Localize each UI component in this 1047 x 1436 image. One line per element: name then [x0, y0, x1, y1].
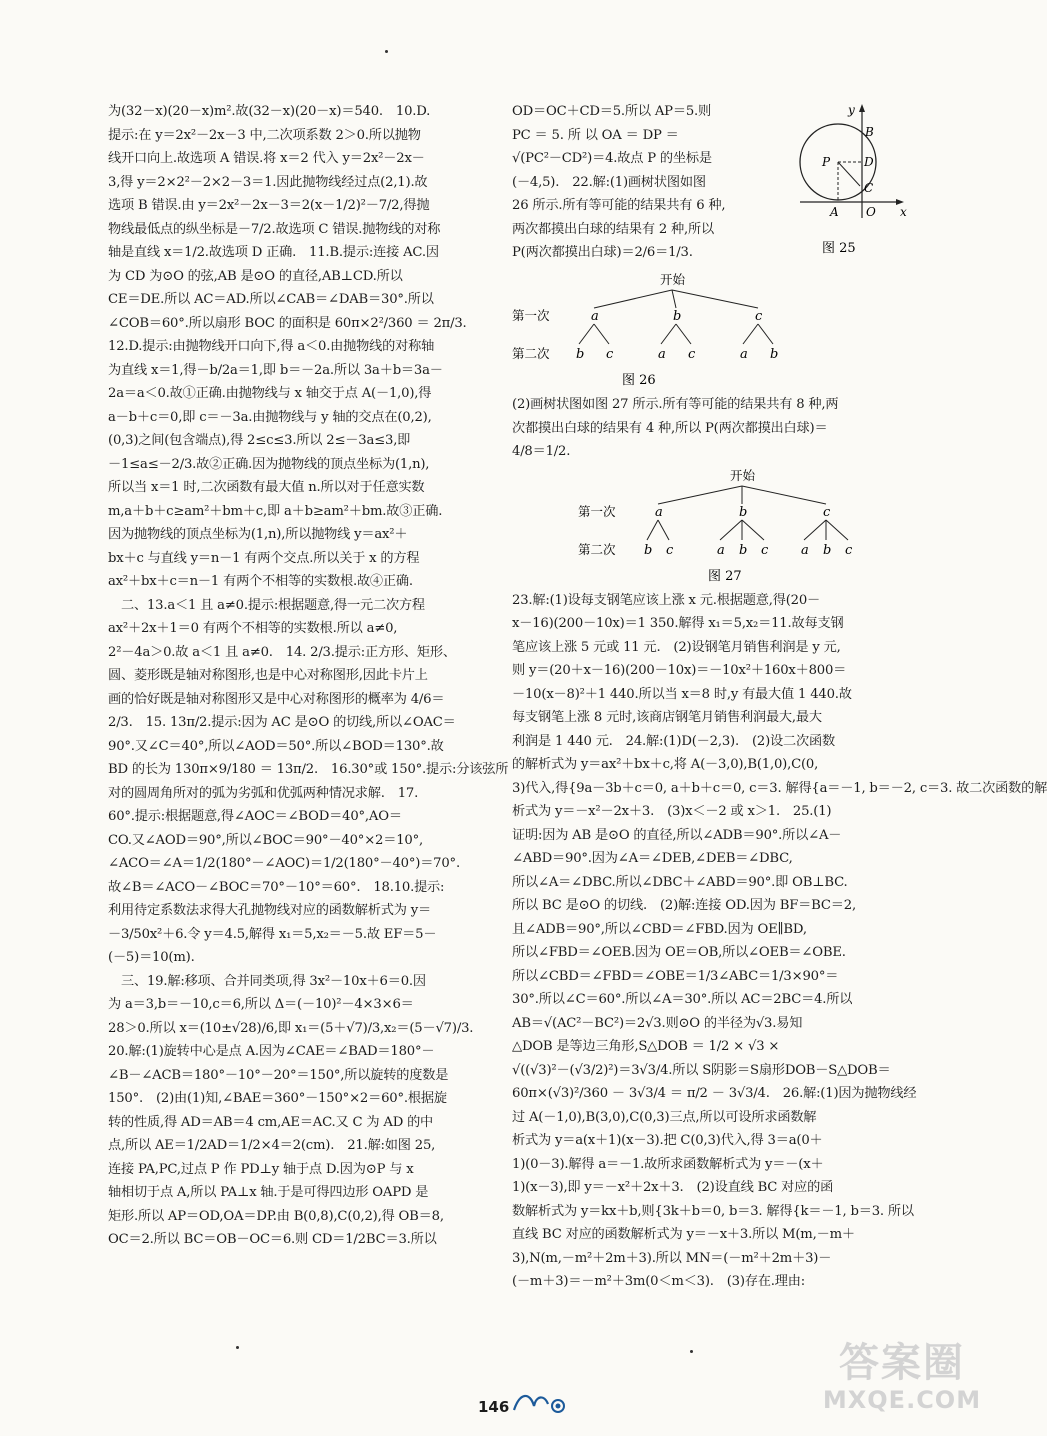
fig27-row2-label: 第二次: [578, 541, 616, 557]
right-top-block: [512, 100, 907, 268]
tree-branch: [720, 520, 742, 540]
fig26-row1-label: 第一次: [512, 308, 550, 323]
fig25-label-o: O: [866, 205, 876, 219]
text-line: 三、19.解:移项、合并同类项,得 3x²－10x＋6＝0.因: [108, 973, 426, 989]
text-line: OD＝OC＋CD＝5.所以 AP＝5.则: [512, 104, 712, 119]
tree-node-second: a: [717, 542, 725, 558]
text-line: 数解析式为 y＝kx＋b,则{3k＋b＝0, b＝3. 解得{k＝－1, b＝3. 所以: [512, 1203, 914, 1219]
text-line: CE＝DE.所以 AC＝AD.所以∠CAB＝∠DAB＝30°.所以: [108, 292, 434, 307]
text-line: △DOB 是等边三角形,S△DOB ＝ 1/2 × √3 ×: [512, 1039, 780, 1054]
tree-branch: [826, 520, 848, 540]
text-line: (2)画树状图如图 27 所示.所有等可能的结果共有 8 种,两: [512, 397, 839, 412]
text-line: 12.D.提示:由抛物线开口向下,得 a＜0.由抛物线的对称轴: [108, 339, 435, 354]
text-line: 30°.所以∠C＝60°.所以∠A＝30°.所以 AC＝2BC＝4.所以: [512, 992, 853, 1007]
text-line: 所以∠FBD＝∠OEB.因为 OE＝OB,所以∠OEB＝∠OBE.: [512, 945, 846, 960]
text-line: 二、13.a＜1 且 a≠0.提示:根据题意,得一元二次方程: [108, 597, 425, 613]
text-line: 物线最低点的纵坐标是－7/2.故选项 C 错误.抛物线的对称: [108, 221, 441, 237]
text-line: m,a＋b＋c≥am²＋bm＋c,即 a＋b≥am²＋bm.故③正确.: [108, 503, 443, 519]
text-line: ∠B－∠ACB＝180°－10°－20°＝150°,所以旋转的度数是: [108, 1067, 449, 1083]
text-line: √(PC²－CD²)＝4.故点 P 的坐标是: [512, 151, 712, 166]
tree-branch: [579, 324, 594, 344]
text-line: 轴相切于点 A,所以 PA⊥x 轴.于是可得四边形 OAPD 是: [108, 1185, 429, 1200]
text-line: 2²－4a＞0.故 a＜1 且 a≠0. 14. 2/3.提示:正方形、矩形、: [108, 644, 456, 660]
tree-node-second: b: [644, 542, 653, 558]
tree-node-first: b: [739, 504, 748, 520]
text-line: ∠ACO＝∠A＝1/2(180°－∠AOC)＝1/2(180°－40°)＝70°.: [108, 856, 460, 871]
fig25-caption: 图 25: [822, 241, 856, 256]
fig27-caption: 图 27: [708, 568, 742, 584]
tree-branch: [658, 486, 742, 504]
tree-branch: [594, 324, 609, 344]
text-line: 2/3. 15. 13π/2.提示:因为 AC 是⊙O 的切线,所以∠OAC＝: [108, 715, 456, 730]
tree-node-first: c: [755, 309, 763, 324]
tree-branch: [594, 290, 672, 308]
text-line: ∠ABD＝90°.因为∠A＝∠DEB,∠DEB＝∠DBC,: [512, 851, 793, 866]
fig26-row2-label: 第二次: [512, 346, 550, 361]
fig25-label-a: A: [830, 205, 839, 219]
text-line: 线开口向上.故选项 A 错误.将 x＝2 代入 y＝2x²－2x－: [108, 151, 425, 166]
left-column: [108, 100, 509, 1252]
text-line: 的解析式为 y＝ax²＋bx＋c,将 A(－3,0),B(1,0),C(0,: [512, 757, 819, 772]
text-line: 因为抛物线的顶点坐标为(1,n),所以抛物线 y＝ax²＋: [108, 527, 408, 542]
watermark: [812, 1340, 992, 1414]
fig27-row1-label: 第一次: [578, 503, 616, 519]
fig25-label-x: x: [900, 205, 907, 219]
text-line: 26 所示.所有等可能的结果共有 6 种,: [512, 198, 726, 213]
text-line: 析式为 y＝a(x＋1)(x－3).把 C(0,3)代入,得 3＝a(0＋: [512, 1133, 823, 1148]
scan-speck: [690, 1350, 693, 1353]
fig26-start: 开始: [660, 272, 686, 287]
text-line: 为 CD 为⊙O 的弦,AB 是⊙O 的直径,AB⊥CD.所以: [108, 268, 403, 284]
text-line: 圆、菱形既是轴对称图形,也是中心对称图形,因此卡片上: [108, 668, 428, 683]
text-line: 所以当 x＝1 时,二次函数有最大值 n.所以对于任意实数: [108, 480, 425, 495]
text-line: P(两次都摸出白球)＝2/6＝1/3.: [512, 245, 693, 260]
text-line: ax²＋2x＋1＝0 有两个不相等的实数根.所以 a≠0,: [108, 621, 398, 636]
fig25-label-p: P: [822, 155, 831, 169]
text-line: 两次都摸出白球的结果有 2 种,所以: [512, 221, 714, 237]
tree-node-second: b: [770, 347, 779, 362]
watermark-en: MXQE.COM: [822, 1386, 982, 1414]
fig25-label-b: B: [865, 125, 874, 139]
text-line: (－5)＝10(m).: [108, 950, 195, 965]
tree-node-second: a: [658, 347, 666, 362]
text-line: 每支钢笔上涨 8 元时,该商店钢笔月销售利润最大,最大: [512, 710, 822, 725]
text-line: 为(32－x)(20－x)m².故(32－x)(20－x)＝540. 10.D.: [108, 104, 431, 119]
fig25-label-y: y: [848, 103, 855, 117]
tree-branch: [743, 324, 758, 344]
text-line: 画的恰好既是轴对称图形又是中心对称图形的概率为 4/6＝: [108, 691, 445, 707]
text-line: 3,得 y＝2×2²－2×2－3＝1.因此抛物线经过点(2,1).故: [108, 174, 428, 190]
right-bottom-text: [512, 589, 1047, 1294]
text-line: 故∠B＝∠ACO－∠BOC＝70°－10°＝60°. 18.10.提示:: [108, 879, 445, 895]
tree-branch: [672, 290, 758, 308]
tree-branch: [658, 520, 669, 540]
y-axis-arrow: [859, 104, 865, 112]
text-line: 证明:因为 AB 是⊙O 的直径,所以∠ADB＝90°.所以∠A－: [512, 827, 842, 843]
text-line: －1≤a≤－2/3.故②正确.因为抛物线的顶点坐标为(1,n),: [108, 456, 430, 472]
text-line: 28＞0.所以 x＝(10±√28)/6,即 x₁＝(5＋√7)/3,x₂＝(5－√7)/3.: [108, 1020, 474, 1036]
tree-branch: [672, 290, 676, 308]
text-line: 则 y＝(20＋x－16)(200－10x)＝－10x²＋160x＋800＝: [512, 663, 847, 678]
text-line: ∠COB＝60°.所以扇形 BOC 的面积是 60π×2²/360 ＝ 2π/3.: [108, 315, 467, 331]
tree-branch: [647, 520, 658, 540]
text-line: 对的圆周角所对的弧为劣弧和优弧两种情况求解. 17.: [108, 785, 419, 801]
text-line: 为直线 x＝1,得－b/2a＝1,即 b＝－2a.所以 3a＋b＝3a－: [108, 362, 443, 378]
tree-node-second: c: [688, 347, 696, 362]
tree-branch: [661, 324, 676, 344]
text-line: x－16)(200－10x)＝1 350.解得 x₁＝5,x₂＝11.故每支钢: [512, 616, 844, 631]
text-line: 3)代入,得{9a－3b＋c＝0, a＋b＋c＝0, c＝3. 解得{a＝－1, b＝－2, c＝3. 故二次函数的解: [512, 780, 1047, 796]
text-line: AB＝√(AC²－BC²)＝2√3.则⊙O 的半径为√3.易知: [512, 1015, 803, 1031]
tree-node-first: a: [591, 309, 599, 324]
text-line: 利用待定系数法求得大孔抛物线对应的函数解析式为 y＝: [108, 903, 431, 918]
scan-speck: [236, 1346, 239, 1349]
tree-branch: [804, 520, 826, 540]
fig27-start: 开始: [730, 467, 756, 483]
text-line: (0,3)之间(包含端点),得 2≤c≤3.所以 2≤－3a≤3,即: [108, 433, 411, 448]
text-line: BD 的长为 130π×9/180 ＝ 13π/2. 16.30°或 150°.提示:分该弦所: [108, 762, 509, 777]
text-line: 1)(x－3),即 y＝－x²＋2x＋3. (2)设直线 BC 对应的函: [512, 1180, 834, 1195]
tree-node-first: c: [823, 504, 831, 520]
text-line: 提示:在 y＝2x²－2x－3 中,二次项系数 2＞0.所以抛物: [108, 127, 421, 143]
text-line: 析式为 y＝－x²－2x＋3. (3)x＜－2 或 x＞1. 25.(1): [512, 804, 832, 819]
tree-node-second: c: [606, 347, 614, 362]
text-line: 次都摸出白球的结果有 4 种,所以 P(两次都摸出白球)＝: [512, 420, 828, 436]
text-line: 过 A(－1,0),B(3,0),C(0,3)三点,所以可设所求函数解: [512, 1109, 817, 1125]
text-line: 为 a＝3,b＝－10,c＝6,所以 Δ＝(－10)²－4×3×6＝: [108, 997, 414, 1012]
text-line: 1)(0－3).解得 a＝－1.故所求函数解析式为 y＝－(x＋: [512, 1156, 824, 1172]
text-line: 选项 B 错误.由 y＝2x²－2x－3＝2(x－1/2)²－7/2,得抛: [108, 198, 430, 213]
tree-node-second: b: [576, 347, 585, 362]
text-line: 2a＝a＜0.故①正确.由抛物线与 x 轴交于点 A(－1,0),得: [108, 386, 432, 401]
tree-node-first: a: [655, 504, 663, 520]
tree-node-second: c: [666, 542, 674, 558]
text-line: －10(x－8)²＋1 440.所以当 x＝8 时,y 有最大值 1 440.故: [512, 686, 852, 702]
tree-node-second: c: [761, 542, 769, 558]
fig25-label-c: C: [864, 181, 874, 195]
text-line: 23.解:(1)设每支钢笔应该上涨 x 元.根据题意,得(20－: [512, 592, 821, 608]
text-line: 150°. (2)由(1)知,∠BAE＝360°－150°×2＝60°.根据旋: [108, 1091, 447, 1106]
text-line: 连接 PA,PC,过点 P 作 PD⊥y 轴于点 D.因为⊙P 与 x: [108, 1161, 414, 1177]
text-line: (－4,5). 22.解:(1)画树状图如图: [512, 174, 706, 190]
tree-node-second: a: [740, 347, 748, 362]
text-line: 矩形.所以 AP＝OD,OA＝DP.由 B(0,8),C(0,2),得 OB＝8,: [108, 1208, 444, 1224]
text-line: 60°.提示:根据题意,得∠AOC＝∠BOD＝40°,AO＝: [108, 809, 402, 824]
text-line: CO.又∠AOD＝90°,所以∠BOC＝90°－40°×2＝10°,: [108, 832, 423, 848]
text-line: 20.解:(1)旋转中心是点 A.因为∠CAE＝∠BAD＝180°－: [108, 1044, 435, 1059]
text-line: 60π×(√3)²/360 － 3√3/4 ＝ π/2 － 3√3/4. 26.解:(1)因为抛物线经: [512, 1086, 917, 1101]
text-line: PC ＝ 5. 所 以 OA ＝ DP ＝: [512, 127, 679, 143]
text-line: bx＋c 与直线 y＝n－1 有两个交点.所以关于 x 的方程: [108, 550, 420, 566]
text-line: －3/50x²＋6.令 y＝4.5,解得 x₁＝5,x₂＝－5.故 EF＝5－: [108, 926, 437, 942]
text-line: 点,所以 AE＝1/2AD＝1/2×4＝2(cm). 21.解:如图 25,: [108, 1138, 436, 1153]
text-line: (－m＋3)＝－m²＋3m(0＜m＜3). (3)存在.理由:: [512, 1274, 806, 1289]
page-number: 146: [478, 1398, 510, 1416]
tree-node-second: c: [845, 542, 853, 558]
figure-27: [512, 466, 904, 586]
text-line: 4/8＝1/2.: [512, 444, 571, 459]
fig25-label-d: D: [864, 155, 874, 169]
tree-node-second: b: [823, 542, 832, 558]
text-line: 且∠ADB＝90°,所以∠CBD＝∠FBD.因为 OE∥BD,: [512, 921, 807, 937]
text-line: 3),N(m,－m²＋2m＋3).所以 MN＝(－m²＋2m＋3)－: [512, 1250, 832, 1266]
text-line: 直线 BC 对应的函数解析式为 y＝－x＋3.所以 M(m,－m＋: [512, 1227, 855, 1242]
text-line: 90°.又∠C＝40°,所以∠AOD＝50°.所以∠BOD＝130°.故: [108, 738, 444, 754]
text-line: √((√3)²－(√3/2)²)＝3√3/4.所以 S阴影＝S扇形DOB－S△DOB＝: [512, 1062, 891, 1078]
text-line: ax²＋bx＋c＝n－1 有两个不相等的实数根.故④正确.: [108, 574, 413, 589]
tree-branch: [742, 520, 764, 540]
tree-branch: [742, 486, 826, 504]
segment-pc: [838, 162, 860, 186]
text-line: 所以∠CBD＝∠FBD＝∠OBE＝1/3∠ABC＝1/3×90°＝: [512, 968, 839, 984]
tree-node-second: a: [801, 542, 809, 558]
text-line: 笔应该上涨 5 元或 11 元. (2)设钢笔月销售利润是 y 元,: [512, 639, 841, 655]
scan-speck: [385, 50, 388, 53]
tree-node-second: b: [739, 542, 748, 558]
text-line: 利润是 1 440 元. 24.解:(1)D(－2,3). (2)设二次函数: [512, 733, 835, 749]
text-line: a－b＋c＝0,即 c＝－3a.由抛物线与 y 轴的交点在(0,2),: [108, 409, 432, 425]
figure-26: [512, 270, 812, 390]
tree-branch: [758, 324, 773, 344]
text-line: OC＝2.所以 BC＝OB－OC＝6.则 CD＝1/2BC＝3.所以: [108, 1232, 437, 1247]
text-line: 所以∠A＝∠DBC.所以∠DBC＋∠ABD＝90°.即 OB⊥BC.: [512, 874, 848, 890]
right-top-text: [512, 100, 797, 265]
text-line: 转的性质,得 AD＝AB＝4 cm,AE＝AC.又 C 为 AD 的中: [108, 1114, 434, 1130]
watermark-cn: 答案圈: [839, 1340, 965, 1386]
right-column: [512, 100, 1047, 1294]
figure-25: [800, 100, 910, 268]
right-mid-text: [512, 393, 904, 464]
fig26-caption: 图 26: [622, 373, 656, 388]
text-line: 轴是直线 x＝1/2.故选项 D 正确. 11.B.提示:连接 AC.因: [108, 245, 439, 260]
tree-branch: [676, 324, 691, 344]
flourish-icon: [510, 1388, 570, 1418]
text-line: 所以 BC 是⊙O 的切线. (2)解:连接 OD.因为 BF＝BC＝2,: [512, 898, 856, 913]
tree-node-first: b: [673, 309, 682, 324]
